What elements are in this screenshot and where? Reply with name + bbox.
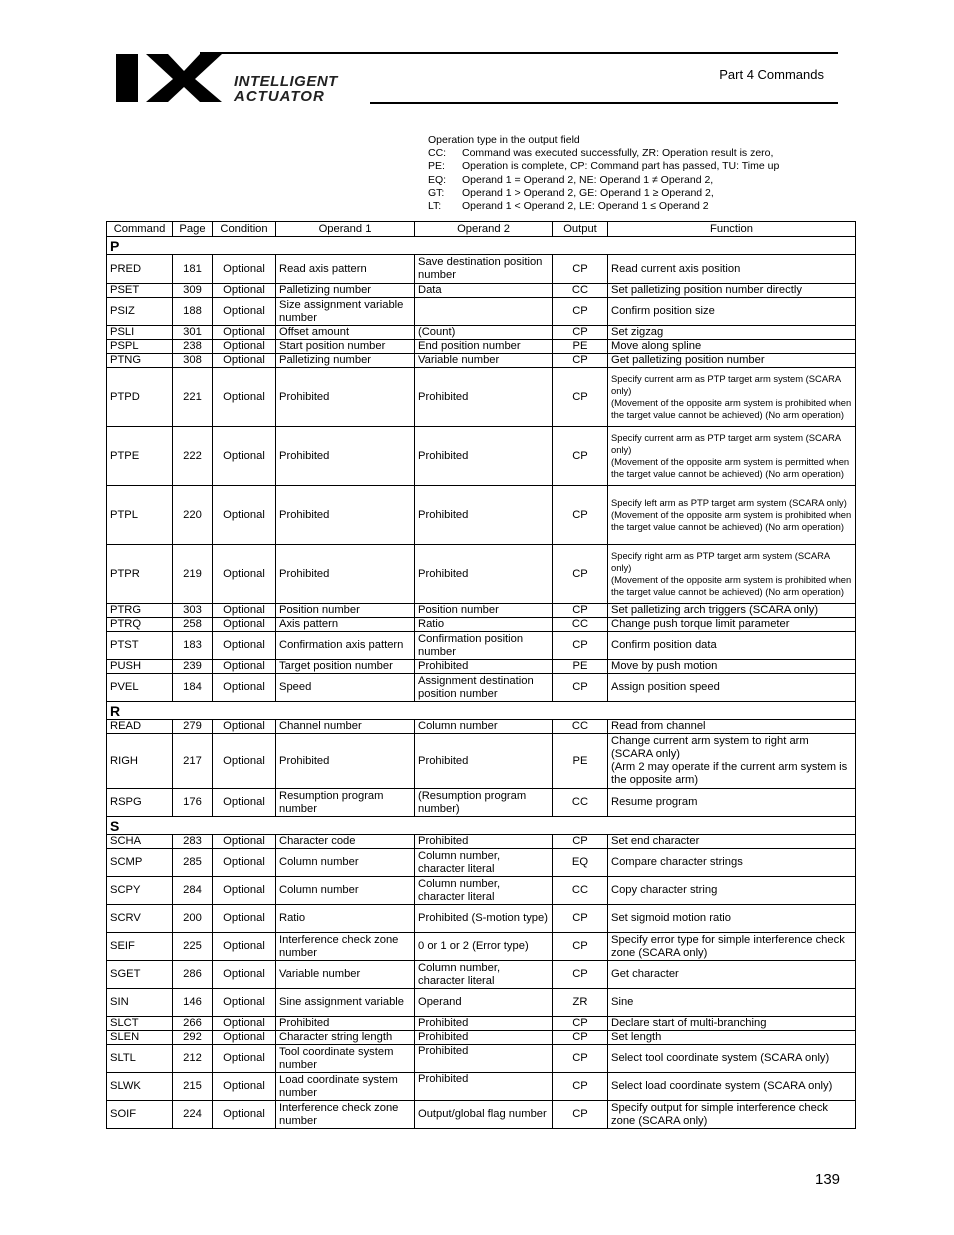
cell-command: RIGH — [107, 734, 173, 789]
table-row — [107, 674, 856, 702]
cell-output: CC — [553, 284, 608, 298]
cell-command: RSPG — [107, 789, 173, 817]
cell-command: PTPL — [107, 486, 173, 545]
cell-function: Read from channel — [608, 720, 856, 734]
cell-function: Read current axis position — [608, 255, 856, 284]
cell-condition: Optional — [213, 933, 276, 961]
cell-output: CP — [553, 326, 608, 340]
cell-output: CP — [553, 354, 608, 368]
cell-command: PUSH — [107, 660, 173, 674]
cell-operand2: Confirmation position number — [415, 632, 553, 660]
table-row — [107, 835, 856, 849]
cell-command: PSPL — [107, 340, 173, 354]
cell-condition: Optional — [213, 340, 276, 354]
cell-page: 238 — [173, 340, 213, 354]
table-row — [107, 1031, 856, 1045]
cell-operand1: Offset amount — [276, 326, 415, 340]
column-header: Condition — [213, 222, 276, 237]
cell-output: CP — [553, 255, 608, 284]
cell-condition: Optional — [213, 326, 276, 340]
cell-page: 286 — [173, 961, 213, 989]
cell-condition: Optional — [213, 255, 276, 284]
cell-output: EQ — [553, 849, 608, 877]
cell-page: 308 — [173, 354, 213, 368]
cell-condition: Optional — [213, 368, 276, 427]
function-line: (Movement of the opposite arm system is prohibited when the target value cannot be achieved) (No arm operation) — [611, 574, 852, 597]
cell-function: Change push torque limit parameter — [608, 618, 856, 632]
cell-output: CP — [553, 1101, 608, 1129]
cell-command: PTRG — [107, 604, 173, 618]
cell-operand1: Load coordinate system number — [276, 1073, 415, 1101]
column-header: Output — [553, 222, 608, 237]
cell-operand2: Column number, character literal — [415, 961, 553, 989]
cell-page: 181 — [173, 255, 213, 284]
cell-command: SCPY — [107, 877, 173, 905]
cell-page: 212 — [173, 1045, 213, 1073]
legend-row — [428, 187, 779, 200]
function-line: (Arm 2 may operate if the current arm system is the opposite arm) — [611, 761, 848, 786]
header-top-rule — [200, 52, 838, 54]
cell-condition: Optional — [213, 835, 276, 849]
cell-operand2: Prohibited — [415, 734, 553, 789]
cell-output: CP — [553, 905, 608, 933]
section-letter: P — [107, 237, 856, 255]
cell-function: Set zigzag — [608, 326, 856, 340]
cell-output: CP — [553, 1073, 608, 1101]
legend-row — [428, 147, 779, 160]
section-letter: S — [107, 817, 856, 835]
cell-output: CP — [553, 1017, 608, 1031]
cell-output: CC — [553, 789, 608, 817]
cell-operand1: Character code — [276, 835, 415, 849]
cell-condition: Optional — [213, 618, 276, 632]
cell-condition: Optional — [213, 905, 276, 933]
column-header: Operand 1 — [276, 222, 415, 237]
cell-page: 220 — [173, 486, 213, 545]
table-row — [107, 354, 856, 368]
cell-condition: Optional — [213, 486, 276, 545]
cell-command: SLCT — [107, 1017, 173, 1031]
cell-operand1: Axis pattern — [276, 618, 415, 632]
cell-output: CP — [553, 298, 608, 326]
cell-function: Move along spline — [608, 340, 856, 354]
cell-output: CP — [553, 674, 608, 702]
cell-operand1: Interference check zone number — [276, 1101, 415, 1129]
cell-function: Get character — [608, 961, 856, 989]
table-row — [107, 368, 856, 427]
logo-brand-line2: ACTUATOR — [234, 88, 325, 105]
cell-operand2: Assignment destination position number — [415, 674, 553, 702]
cell-page: 283 — [173, 835, 213, 849]
cell-condition: Optional — [213, 354, 276, 368]
cell-page: 279 — [173, 720, 213, 734]
cell-output: CP — [553, 604, 608, 618]
cell-command: PTNG — [107, 354, 173, 368]
cell-operand1: Resumption program number — [276, 789, 415, 817]
cell-command: PTPD — [107, 368, 173, 427]
function-line: (Movement of the opposite arm system is prohibited when the target value cannot be achieved) (No arm operation) — [611, 509, 852, 532]
function-line: Change current arm system to right arm (SCARA only) — [611, 735, 809, 760]
table-row — [107, 1073, 856, 1101]
cell-operand2 — [415, 298, 553, 326]
cell-operand2: Prohibited — [415, 427, 553, 486]
table-row — [107, 298, 856, 326]
cell-operand2: Prohibited — [415, 1031, 553, 1045]
table-row — [107, 720, 856, 734]
cell-function: Set end character — [608, 835, 856, 849]
table-row — [107, 284, 856, 298]
cell-operand1: Palletizing number — [276, 284, 415, 298]
cell-condition: Optional — [213, 989, 276, 1017]
table-row — [107, 1017, 856, 1031]
cell-output: CP — [553, 835, 608, 849]
cell-command: PSLI — [107, 326, 173, 340]
cell-command: PSET — [107, 284, 173, 298]
cell-function: Confirm position data — [608, 632, 856, 660]
table-row — [107, 255, 856, 284]
cell-operand1: Prohibited — [276, 368, 415, 427]
cell-output: CP — [553, 427, 608, 486]
cell-operand1: Read axis pattern — [276, 255, 415, 284]
cell-page: 301 — [173, 326, 213, 340]
section-row — [107, 237, 856, 255]
column-header: Operand 2 — [415, 222, 553, 237]
cell-condition: Optional — [213, 660, 276, 674]
cell-operand2: Operand — [415, 989, 553, 1017]
cell-operand2: 0 or 1 or 2 (Error type) — [415, 933, 553, 961]
column-header: Function — [608, 222, 856, 237]
cell-condition: Optional — [213, 298, 276, 326]
cell-function: Set palletizing position number directly — [608, 284, 856, 298]
cell-function: Specify output for simple interference check zone (SCARA only) — [608, 1101, 856, 1129]
cell-command: PTPE — [107, 427, 173, 486]
cell-operand1: Column number — [276, 877, 415, 905]
table-row — [107, 734, 856, 789]
function-line: (Movement of the opposite arm system is prohibited when the target value cannot be achieved) (No arm operation) — [611, 397, 852, 420]
cell-command: PTST — [107, 632, 173, 660]
table-row — [107, 989, 856, 1017]
cell-function: Get palletizing position number — [608, 354, 856, 368]
cell-condition: Optional — [213, 1101, 276, 1129]
column-header: Command — [107, 222, 173, 237]
cell-command: SGET — [107, 961, 173, 989]
cell-command: SOIF — [107, 1101, 173, 1129]
cell-function: Compare character strings — [608, 849, 856, 877]
cell-command: PTRQ — [107, 618, 173, 632]
table-header-row — [107, 222, 856, 237]
output-legend — [428, 134, 779, 213]
cell-page: 184 — [173, 674, 213, 702]
cell-command: SLWK — [107, 1073, 173, 1101]
legend-code: LT: — [428, 200, 442, 213]
cell-function: Assign position speed — [608, 674, 856, 702]
cell-command: READ — [107, 720, 173, 734]
cell-output: CC — [553, 720, 608, 734]
cell-operand1: Prohibited — [276, 427, 415, 486]
legend-row — [428, 160, 779, 173]
cell-operand2: Column number, character literal — [415, 849, 553, 877]
table-row — [107, 632, 856, 660]
legend-code: PE: — [428, 160, 445, 173]
cell-function: Specify error type for simple interference check zone (SCARA only) — [608, 933, 856, 961]
cell-function — [608, 734, 856, 789]
cell-function: Declare start of multi-branching — [608, 1017, 856, 1031]
cell-condition: Optional — [213, 961, 276, 989]
cell-command: PTPR — [107, 545, 173, 604]
cell-function: Set sigmoid motion ratio — [608, 905, 856, 933]
cell-output: PE — [553, 660, 608, 674]
cell-command: SLEN — [107, 1031, 173, 1045]
cell-operand1: Prohibited — [276, 545, 415, 604]
function-line: Specify current arm as PTP target arm system (SCARA only) — [611, 373, 841, 397]
cell-function — [608, 368, 856, 427]
cell-page: 219 — [173, 545, 213, 604]
cell-command: SIN — [107, 989, 173, 1017]
cell-command: PVEL — [107, 674, 173, 702]
cell-operand2: Prohibited — [415, 1073, 553, 1101]
cell-page: 200 — [173, 905, 213, 933]
cell-operand1: Sine assignment variable — [276, 989, 415, 1017]
cell-condition: Optional — [213, 604, 276, 618]
table-row — [107, 604, 856, 618]
cell-operand2: Prohibited — [415, 486, 553, 545]
cell-operand1: Confirmation axis pattern — [276, 632, 415, 660]
cell-function — [608, 545, 856, 604]
cell-page: 146 — [173, 989, 213, 1017]
cell-output: ZR — [553, 989, 608, 1017]
cell-output: CP — [553, 486, 608, 545]
table-row — [107, 618, 856, 632]
cell-operand2: Column number — [415, 720, 553, 734]
cell-operand2: Prohibited — [415, 1017, 553, 1031]
cell-command: SLTL — [107, 1045, 173, 1073]
cell-page: 221 — [173, 368, 213, 427]
cell-output: CC — [553, 877, 608, 905]
cell-output: CP — [553, 545, 608, 604]
table-row — [107, 1101, 856, 1129]
cell-operand2: Data — [415, 284, 553, 298]
cell-page: 239 — [173, 660, 213, 674]
table-row — [107, 961, 856, 989]
cell-function: Resume program — [608, 789, 856, 817]
legend-row — [428, 174, 779, 187]
cell-output: CP — [553, 1031, 608, 1045]
legend-code: GT: — [428, 186, 445, 199]
legend-text: Operand 1 > Operand 2, GE: Operand 1 ≥ Operand 2, — [462, 186, 714, 199]
cell-operand2: End position number — [415, 340, 553, 354]
legend-text: Operand 1 = Operand 2, NE: Operand 1 ≠ Operand 2, — [462, 173, 714, 186]
cell-page: 176 — [173, 789, 213, 817]
logo-brand-line1: INTELLIGENT — [234, 73, 338, 90]
table-row — [107, 340, 856, 354]
cell-operand2: Prohibited — [415, 368, 553, 427]
cell-page: 258 — [173, 618, 213, 632]
cell-operand2: Prohibited (S-motion type) — [415, 905, 553, 933]
cell-operand1: Interference check zone number — [276, 933, 415, 961]
intelligent-actuator-logo — [116, 53, 406, 105]
legend-row — [428, 200, 779, 213]
legend-code: CC: — [428, 147, 447, 160]
cell-condition: Optional — [213, 1073, 276, 1101]
section-row — [107, 817, 856, 835]
cell-function: Select load coordinate system (SCARA only) — [608, 1073, 856, 1101]
section-title: Part 4 Commands — [719, 67, 824, 82]
cell-operand1: Character string length — [276, 1031, 415, 1045]
cell-condition: Optional — [213, 789, 276, 817]
cell-operand2: (Count) — [415, 326, 553, 340]
cell-operand2: (Resumption program number) — [415, 789, 553, 817]
cell-condition: Optional — [213, 674, 276, 702]
cell-page: 284 — [173, 877, 213, 905]
cell-operand1: Size assignment variable number — [276, 298, 415, 326]
cell-operand1: Variable number — [276, 961, 415, 989]
section-letter: R — [107, 702, 856, 720]
table-row — [107, 789, 856, 817]
cell-function — [608, 427, 856, 486]
cell-operand1: Tool coordinate system number — [276, 1045, 415, 1073]
cell-page: 183 — [173, 632, 213, 660]
function-line: Specify left arm as PTP target arm system (SCARA only) — [611, 497, 847, 509]
cell-operand1: Ratio — [276, 905, 415, 933]
cell-operand1: Prohibited — [276, 734, 415, 789]
table-row — [107, 486, 856, 545]
cell-operand2: Prohibited — [415, 835, 553, 849]
cell-output: PE — [553, 340, 608, 354]
table-row — [107, 849, 856, 877]
header-bottom-rule — [370, 102, 838, 104]
cell-command: PRED — [107, 255, 173, 284]
cell-condition: Optional — [213, 427, 276, 486]
function-line: Specify right arm as PTP target arm system (SCARA only) — [611, 550, 830, 574]
cell-page: 225 — [173, 933, 213, 961]
cell-condition: Optional — [213, 877, 276, 905]
cell-page: 292 — [173, 1031, 213, 1045]
cell-page: 303 — [173, 604, 213, 618]
cell-output: PE — [553, 734, 608, 789]
cell-operand2: Column number, character literal — [415, 877, 553, 905]
cell-output: CP — [553, 1045, 608, 1073]
cell-condition: Optional — [213, 632, 276, 660]
function-line: Specify current arm as PTP target arm system (SCARA only) — [611, 432, 841, 456]
cell-condition: Optional — [213, 1031, 276, 1045]
cell-page: 285 — [173, 849, 213, 877]
cell-operand2: Output/global flag number — [415, 1101, 553, 1129]
cell-output: CC — [553, 618, 608, 632]
table-row — [107, 877, 856, 905]
command-table — [106, 221, 856, 1129]
cell-function: Copy character string — [608, 877, 856, 905]
cell-condition: Optional — [213, 720, 276, 734]
function-line: (Movement of the opposite arm system is permitted when the target value cannot be achieved) (No arm operation) — [611, 456, 850, 479]
cell-operand1: Palletizing number — [276, 354, 415, 368]
cell-operand1: Prohibited — [276, 486, 415, 545]
cell-function: Set length — [608, 1031, 856, 1045]
legend-text: Operand 1 < Operand 2, LE: Operand 1 ≤ Operand 2 — [462, 200, 709, 213]
cell-condition: Optional — [213, 545, 276, 604]
cell-output: CP — [553, 632, 608, 660]
cell-function — [608, 486, 856, 545]
cell-command: SEIF — [107, 933, 173, 961]
table-row — [107, 427, 856, 486]
cell-condition: Optional — [213, 1045, 276, 1073]
cell-function: Confirm position size — [608, 298, 856, 326]
cell-condition: Optional — [213, 284, 276, 298]
table-row — [107, 326, 856, 340]
cell-operand1: Position number — [276, 604, 415, 618]
table-row — [107, 660, 856, 674]
cell-command: PSIZ — [107, 298, 173, 326]
cell-condition: Optional — [213, 1017, 276, 1031]
cell-page: 266 — [173, 1017, 213, 1031]
cell-operand1: Speed — [276, 674, 415, 702]
cell-condition: Optional — [213, 849, 276, 877]
legend-title: Operation type in the output field — [428, 134, 580, 146]
cell-output: CP — [553, 933, 608, 961]
table-row — [107, 1045, 856, 1073]
cell-page: 215 — [173, 1073, 213, 1101]
cell-operand2: Ratio — [415, 618, 553, 632]
cell-function: Sine — [608, 989, 856, 1017]
cell-operand2: Prohibited — [415, 1045, 553, 1073]
cell-page: 188 — [173, 298, 213, 326]
table-row — [107, 933, 856, 961]
legend-text: Operation is complete, CP: Command part has passed, TU: Time up — [462, 160, 780, 173]
cell-operand2: Variable number — [415, 354, 553, 368]
cell-page: 217 — [173, 734, 213, 789]
cell-output: CP — [553, 368, 608, 427]
cell-operand2: Position number — [415, 604, 553, 618]
cell-page: 224 — [173, 1101, 213, 1129]
legend-code: EQ: — [428, 173, 447, 186]
cell-operand1: Column number — [276, 849, 415, 877]
cell-command: SCHA — [107, 835, 173, 849]
cell-operand2: Prohibited — [415, 660, 553, 674]
section-row — [107, 702, 856, 720]
cell-operand1: Start position number — [276, 340, 415, 354]
cell-command: SCRV — [107, 905, 173, 933]
page-number: 139 — [815, 1171, 841, 1188]
cell-operand2: Save destination position number — [415, 255, 553, 284]
column-header: Page — [173, 222, 213, 237]
cell-output: CP — [553, 961, 608, 989]
cell-function: Move by push motion — [608, 660, 856, 674]
cell-operand2: Prohibited — [415, 545, 553, 604]
cell-command: SCMP — [107, 849, 173, 877]
cell-operand1: Prohibited — [276, 1017, 415, 1031]
cell-function: Set palletizing arch triggers (SCARA only) — [608, 604, 856, 618]
cell-page: 309 — [173, 284, 213, 298]
cell-page: 222 — [173, 427, 213, 486]
cell-operand1: Target position number — [276, 660, 415, 674]
table-row — [107, 545, 856, 604]
table-row — [107, 905, 856, 933]
legend-text: Command was executed successfully, ZR: Operation result is zero, — [462, 147, 774, 160]
cell-condition: Optional — [213, 734, 276, 789]
cell-operand1: Channel number — [276, 720, 415, 734]
cell-function: Select tool coordinate system (SCARA only) — [608, 1045, 856, 1073]
